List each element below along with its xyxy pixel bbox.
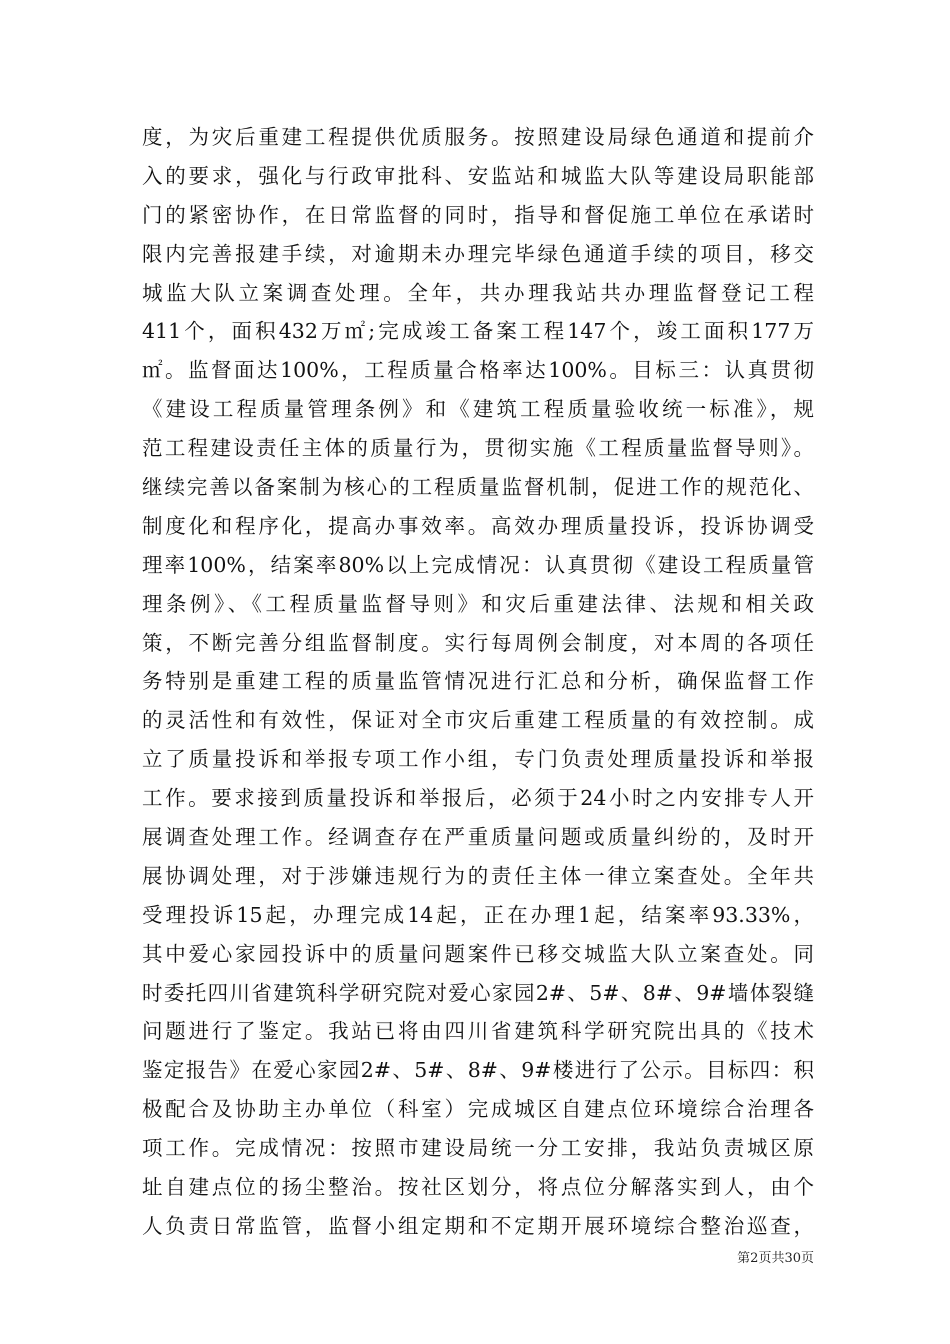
text-line: 理率100%，结案率80%以上完成情况：认真贯彻《建设工程质量管 [142,552,814,577]
body-text [142,118,814,1246]
text-line: 策，不断完善分组监督制度。实行每周例会制度，对本周的各项任 [142,630,814,655]
text-line: 项工作。完成情况：按照市建设局统一分工安排，我站负责城区原 [142,1136,814,1161]
text-line: 务特别是重建工程的质量监管情况进行汇总和分析，确保监督工作 [142,669,814,694]
text-line: 立了质量投诉和举报专项工作小组，专门负责处理质量投诉和举报 [142,747,814,772]
text-line: 鉴定报告》在爱心家园2#、5#、8#、9#楼进行了公示。目标四：积 [142,1058,814,1083]
text-line: 城监大队立案调查处理。全年，共办理我站共办理监督登记工程 [142,280,814,305]
text-line: 展协调处理，对于涉嫌违规行为的责任主体一律立案查处。全年共 [142,863,814,888]
text-line: 的灵活性和有效性，保证对全市灾后重建工程质量的有效控制。成 [142,708,814,733]
text-line: 址自建点位的扬尘整治。按社区划分，将点位分解落实到人，由个 [142,1175,814,1200]
text-line: 展调查处理工作。经调查存在严重质量问题或质量纠纷的，及时开 [142,825,814,850]
text-line: 门的紧密协作，在日常监督的同时，指导和督促施工单位在承诺时 [142,202,814,227]
text-line: 411个，面积432万㎡;完成竣工备案工程147个，竣工面积177万 [142,319,814,344]
text-line: 问题进行了鉴定。我站已将由四川省建筑科学研究院出具的《技术 [142,1019,814,1044]
text-line: 《建设工程质量管理条例》和《建筑工程质量验收统一标准》，规 [142,397,814,422]
text-line: 时委托四川省建筑科学研究院对爱心家园2#、5#、8#、9#墙体裂缝 [142,980,814,1005]
text-line: 度，为灾后重建工程提供优质服务。按照建设局绿色通道和提前介 [142,125,814,149]
text-line: 其中爱心家园投诉中的质量问题案件已移交城监大队立案查处。同 [142,941,814,966]
text-line: 受理投诉15起，办理完成14起，正在办理1起，结案率93.33%， [142,902,814,927]
text-line: 范工程建设责任主体的质量行为，贯彻实施《工程质量监督导则》。 [142,436,814,461]
text-line: 理条例》、《工程质量监督导则》和灾后重建法律、法规和相关政 [142,591,814,616]
page-number-footer: 第2页共30页 [737,1251,814,1266]
text-line: 人负责日常监管，监督小组定期和不定期开展环境综合整治巡查， [142,1213,814,1238]
text-line: 继续完善以备案制为核心的工程质量监督机制，促进工作的规范化、 [142,475,814,500]
text-line: 工作。要求接到质量投诉和举报后，必须于24小时之内安排专人开 [142,786,814,811]
text-line: 入的要求，强化与行政审批科、安监站和城监大队等建设局职能部 [142,163,814,188]
text-line: 限内完善报建手续，对逾期未办理完毕绿色通道手续的项目，移交 [142,241,814,266]
text-line: 制度化和程序化，提高办事效率。高效办理质量投诉，投诉协调受 [142,513,814,538]
text-line: 极配合及协助主办单位（科室）完成城区自建点位环境综合治理各 [142,1097,814,1122]
text-line: ㎡。监督面达100%，工程质量合格率达100%。目标三：认真贯彻 [142,358,814,383]
